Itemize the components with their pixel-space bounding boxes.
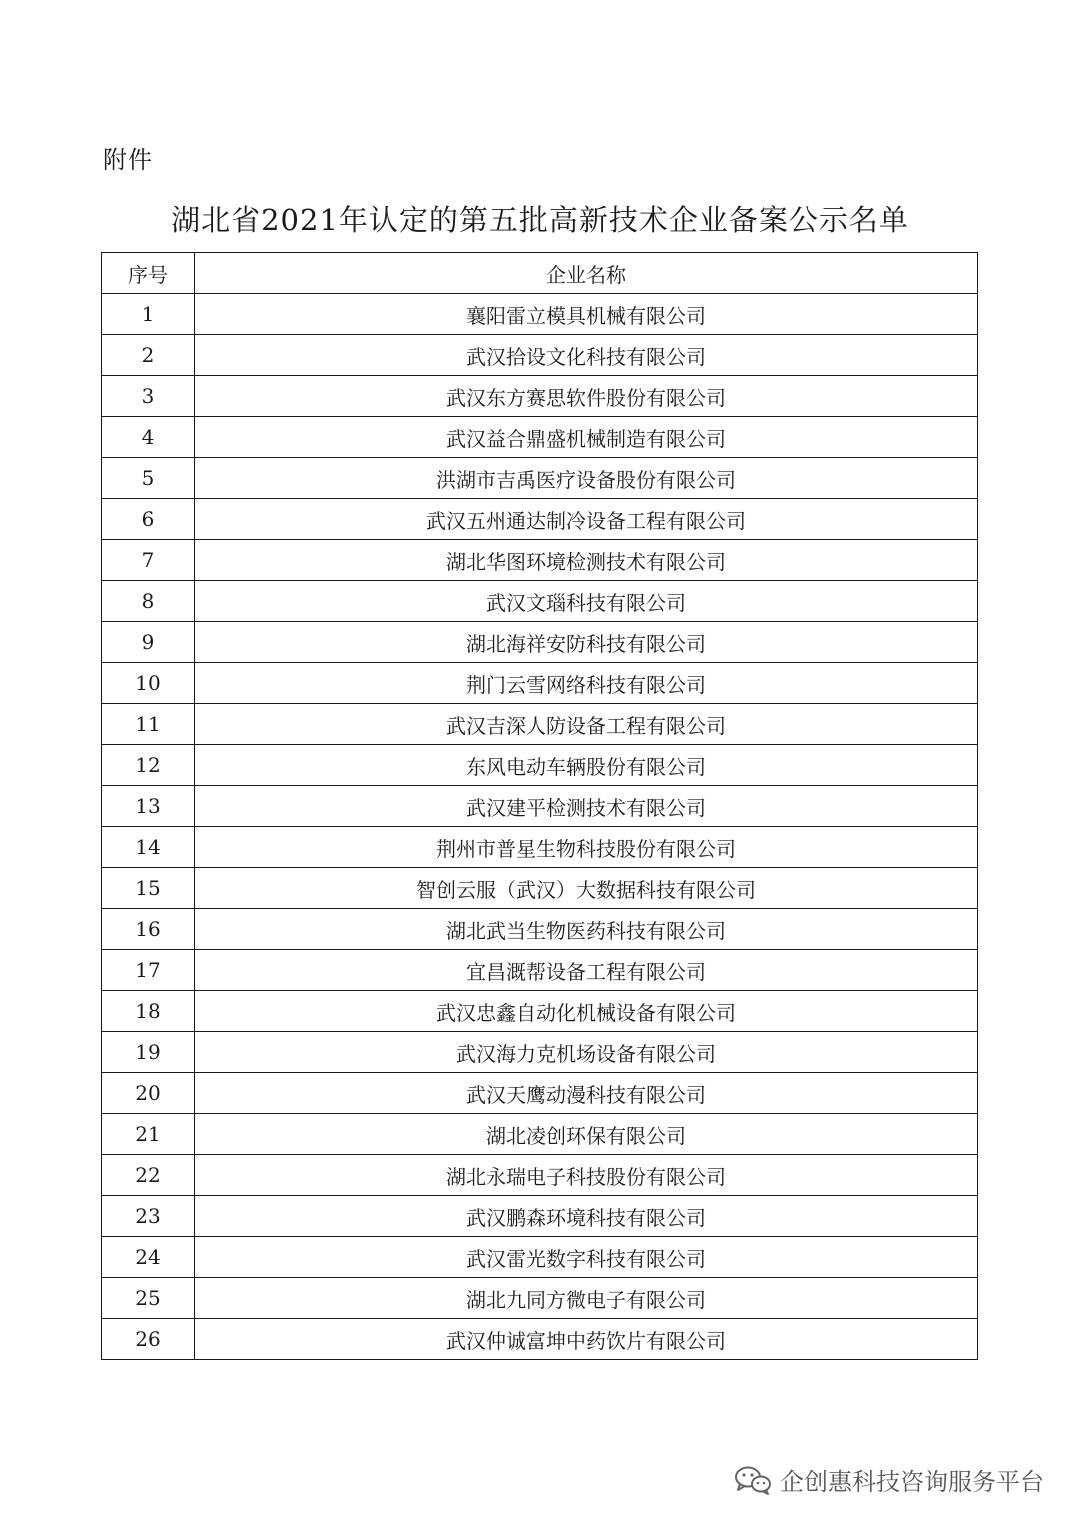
table-row — [102, 1032, 978, 1073]
company-name: 东风电动车辆股份有限公司 — [195, 745, 978, 786]
table-row — [102, 991, 978, 1032]
company-name: 武汉文瑙科技有限公司 — [195, 581, 978, 622]
company-name: 武汉鹏森环境科技有限公司 — [195, 1196, 978, 1237]
company-name: 洪湖市吉禹医疗设备股份有限公司 — [195, 458, 978, 499]
row-number: 13 — [102, 786, 195, 827]
row-number: 24 — [102, 1237, 195, 1278]
company-name: 荆门云雪网络科技有限公司 — [195, 663, 978, 704]
table-row — [102, 622, 978, 663]
table-row — [102, 950, 978, 991]
table-row — [102, 1073, 978, 1114]
company-name: 湖北华图环境检测技术有限公司 — [195, 540, 978, 581]
table-row — [102, 376, 978, 417]
company-name: 武汉五州通达制冷设备工程有限公司 — [195, 499, 978, 540]
company-name: 武汉益合鼎盛机械制造有限公司 — [195, 417, 978, 458]
table-row — [102, 827, 978, 868]
table-row — [102, 1278, 978, 1319]
table-row — [102, 581, 978, 622]
company-name: 武汉海力克机场设备有限公司 — [195, 1032, 978, 1073]
table-header-row — [102, 253, 978, 294]
company-name: 湖北凌创环保有限公司 — [195, 1114, 978, 1155]
row-number: 17 — [102, 950, 195, 991]
table-row — [102, 704, 978, 745]
company-name: 智创云服（武汉）大数据科技有限公司 — [195, 868, 978, 909]
row-number: 4 — [102, 417, 195, 458]
company-name: 武汉仲诚富坤中药饮片有限公司 — [195, 1319, 978, 1360]
table-row — [102, 868, 978, 909]
company-name: 襄阳雷立模具机械有限公司 — [195, 294, 978, 335]
row-number: 3 — [102, 376, 195, 417]
company-name: 武汉吉深人防设备工程有限公司 — [195, 704, 978, 745]
row-number: 21 — [102, 1114, 195, 1155]
company-name: 武汉雷光数字科技有限公司 — [195, 1237, 978, 1278]
row-number: 6 — [102, 499, 195, 540]
company-name: 武汉拾设文化科技有限公司 — [195, 335, 978, 376]
table-row — [102, 417, 978, 458]
company-name: 武汉忠鑫自动化机械设备有限公司 — [195, 991, 978, 1032]
row-number: 15 — [102, 868, 195, 909]
row-number: 10 — [102, 663, 195, 704]
table-row — [102, 540, 978, 581]
row-number: 26 — [102, 1319, 195, 1360]
row-number: 16 — [102, 909, 195, 950]
table-row — [102, 1114, 978, 1155]
row-number: 11 — [102, 704, 195, 745]
company-name: 荆州市普星生物科技股份有限公司 — [195, 827, 978, 868]
company-name: 宜昌溉帮设备工程有限公司 — [195, 950, 978, 991]
footer-brand-name: 企创惠科技咨询服务平台 — [780, 1468, 1044, 1496]
company-name: 湖北九同方微电子有限公司 — [195, 1278, 978, 1319]
table-row — [102, 786, 978, 827]
row-number: 19 — [102, 1032, 195, 1073]
header-company-name: 企业名称 — [195, 253, 978, 294]
wechat-icon — [734, 1465, 772, 1495]
table-row — [102, 909, 978, 950]
row-number: 1 — [102, 294, 195, 335]
company-name: 武汉东方赛思软件股份有限公司 — [195, 376, 978, 417]
row-number: 18 — [102, 991, 195, 1032]
table-row — [102, 294, 978, 335]
company-name: 湖北武当生物医药科技有限公司 — [195, 909, 978, 950]
table-row — [102, 335, 978, 376]
company-name: 武汉天鹰动漫科技有限公司 — [195, 1073, 978, 1114]
table-row — [102, 745, 978, 786]
company-name: 湖北永瑞电子科技股份有限公司 — [195, 1155, 978, 1196]
table-row — [102, 458, 978, 499]
row-number: 5 — [102, 458, 195, 499]
row-number: 20 — [102, 1073, 195, 1114]
table-row — [102, 1237, 978, 1278]
table-row — [102, 1319, 978, 1360]
row-number: 23 — [102, 1196, 195, 1237]
company-list-table — [101, 252, 978, 1360]
table-row — [102, 499, 978, 540]
table-row — [102, 1155, 978, 1196]
table-row — [102, 663, 978, 704]
row-number: 12 — [102, 745, 195, 786]
row-number: 14 — [102, 827, 195, 868]
row-number: 8 — [102, 581, 195, 622]
row-number: 9 — [102, 622, 195, 663]
row-number: 7 — [102, 540, 195, 581]
attachment-label: 附件 — [103, 146, 153, 174]
row-number: 2 — [102, 335, 195, 376]
header-serial-number: 序号 — [102, 253, 195, 294]
footer-watermark — [734, 1462, 1044, 1497]
table-row — [102, 1196, 978, 1237]
company-name: 武汉建平检测技术有限公司 — [195, 786, 978, 827]
row-number: 22 — [102, 1155, 195, 1196]
company-name: 湖北海祥安防科技有限公司 — [195, 622, 978, 663]
row-number: 25 — [102, 1278, 195, 1319]
document-title: 湖北省2021年认定的第五批高新技术企业备案公示名单 — [171, 203, 909, 237]
